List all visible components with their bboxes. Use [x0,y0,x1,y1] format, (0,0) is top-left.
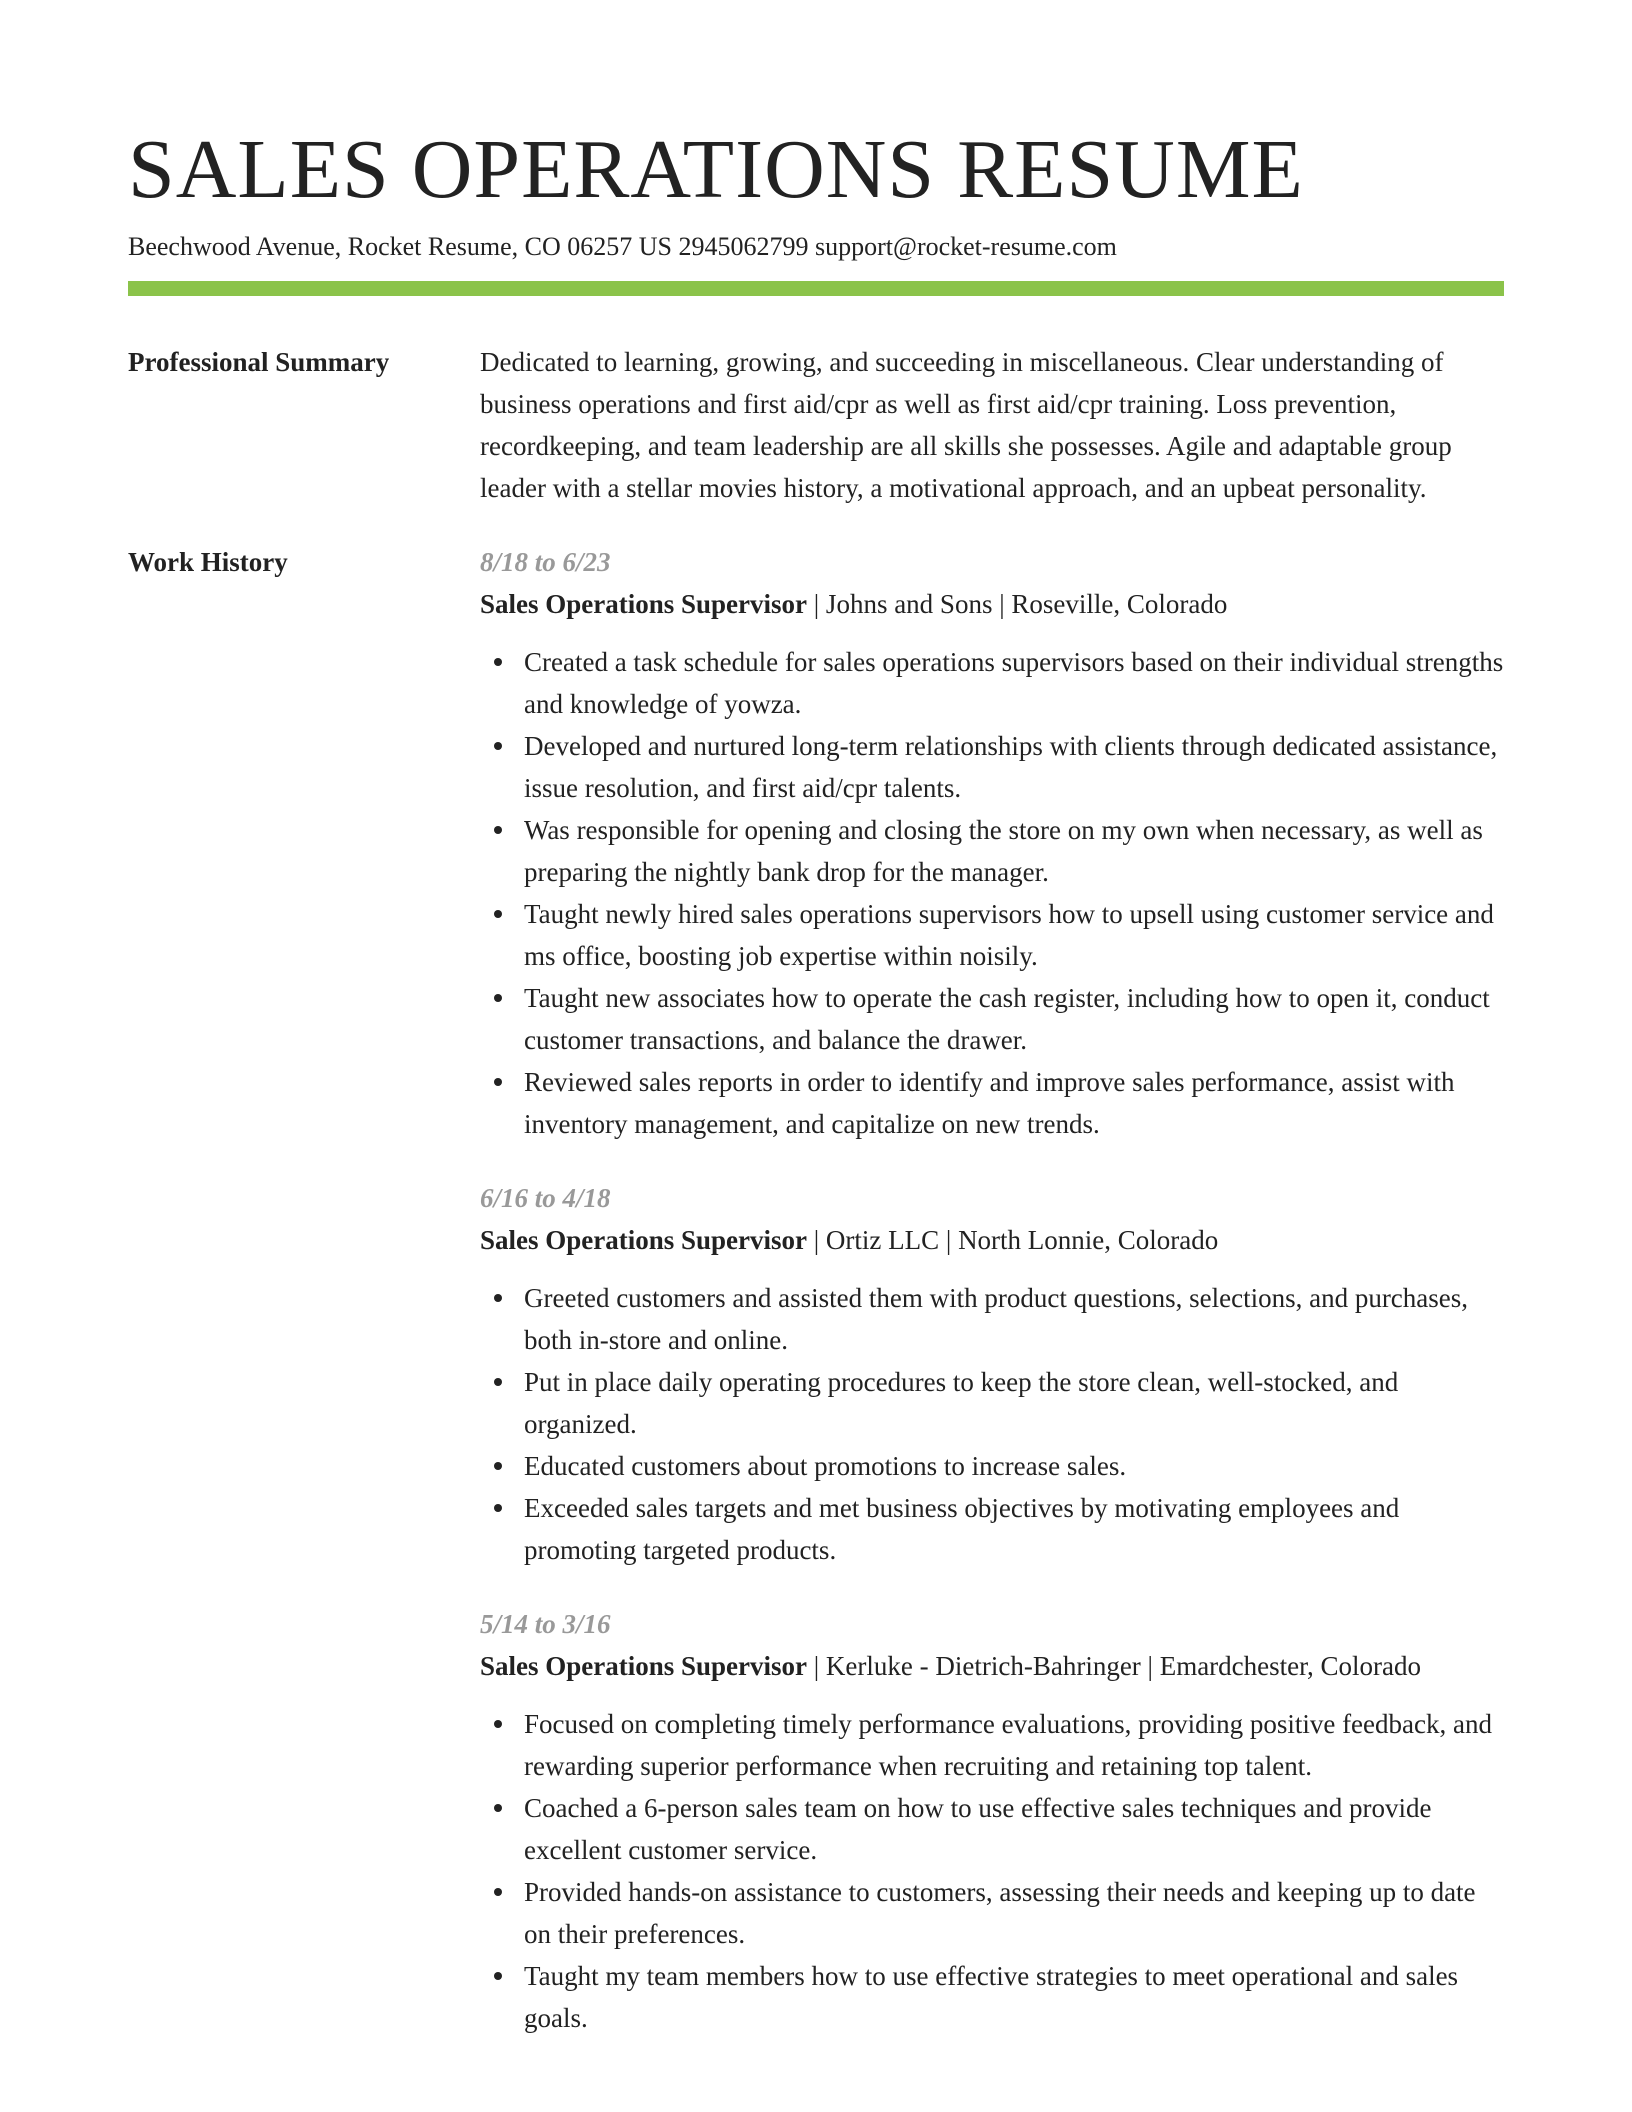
list-item: Provided hands-on assistance to customers, assessing their needs and keeping up to date on their preferences. [480,1871,1504,1955]
section-label: Professional Summary [128,347,390,377]
list-item: Coached a 6-person sales team on how to use effective sales techniques and provide excellent customer service. [480,1787,1504,1871]
job-heading [480,583,1504,625]
section-label: Work History [128,547,288,577]
summary-text: Dedicated to learning, growing, and succeeding in miscellaneous. Clear understanding of business operations and first aid/cpr as well as first aid/cpr training. Loss prevention, recordkeeping, and team leadership are all skills she possesses. Agile and adaptable group leader with a stellar movies history, a motivational approach, and an upbeat personality. [480,347,1452,503]
header-divider [128,281,1504,296]
job-heading [480,1219,1504,1261]
job-heading [480,1645,1504,1687]
job-bullets [480,1703,1504,2039]
job-company-location: | Johns and Sons | Roseville, Colorado [807,589,1228,619]
list-item: Taught new associates how to operate the cash register, including how to open it, conduct customer transactions, and balance the drawer. [480,977,1504,1061]
section-body [480,341,1504,509]
list-item: Put in place daily operating procedures to keep the store clean, well-stocked, and organized. [480,1361,1504,1445]
job-entry [480,541,1504,1145]
list-item: Taught newly hired sales operations supervisors how to upsell using customer service and ms office, boosting job expertise within noisily. [480,893,1504,977]
list-item: Developed and nurtured long-term relationships with clients through dedicated assistance, issue resolution, and first aid/cpr talents. [480,725,1504,809]
list-item: Focused on completing timely performance evaluations, providing positive feedback, and rewarding superior performance when recruiting and retaining top talent. [480,1703,1504,1787]
job-company-location: | Kerluke - Dietrich-Bahringer | Emardchester, Colorado [807,1651,1422,1681]
resume-page [128,0,1504,2071]
contact-line: Beechwood Avenue, Rocket Resume, CO 06257 US 2945062799 support@rocket-resume.com [128,232,1117,261]
job-entry [480,1603,1504,2039]
work-history-section [128,541,1504,2071]
list-item: Greeted customers and assisted them with product questions, selections, and purchases, both in-store and online. [480,1277,1504,1361]
job-dates: 5/14 to 3/16 [480,1609,611,1639]
list-item: Exceeded sales targets and met business objectives by motivating employees and promoting targeted products. [480,1487,1504,1571]
list-item: Taught my team members how to use effective strategies to meet operational and sales goals. [480,1955,1504,2039]
resume-title: SALES OPERATIONS RESUME [128,123,1304,216]
list-item: Educated customers about promotions to increase sales. [480,1445,1504,1487]
list-item: Created a task schedule for sales operations supervisors based on their individual strengths and knowledge of yowza. [480,641,1504,725]
job-list [480,541,1504,2071]
job-dates: 6/16 to 4/18 [480,1183,611,1213]
job-dates: 8/18 to 6/23 [480,547,611,577]
job-bullets [480,1277,1504,1571]
job-title: Sales Operations Supervisor [480,589,808,619]
professional-summary-section [128,341,1504,509]
job-company-location: | Ortiz LLC | North Lonnie, Colorado [807,1225,1219,1255]
job-bullets [480,641,1504,1145]
list-item: Reviewed sales reports in order to identify and improve sales performance, assist with inventory management, and capitalize on new trends. [480,1061,1504,1145]
list-item: Was responsible for opening and closing the store on my own when necessary, as well as preparing the nightly bank drop for the manager. [480,809,1504,893]
job-title: Sales Operations Supervisor [480,1225,808,1255]
job-title: Sales Operations Supervisor [480,1651,808,1681]
job-entry [480,1177,1504,1571]
